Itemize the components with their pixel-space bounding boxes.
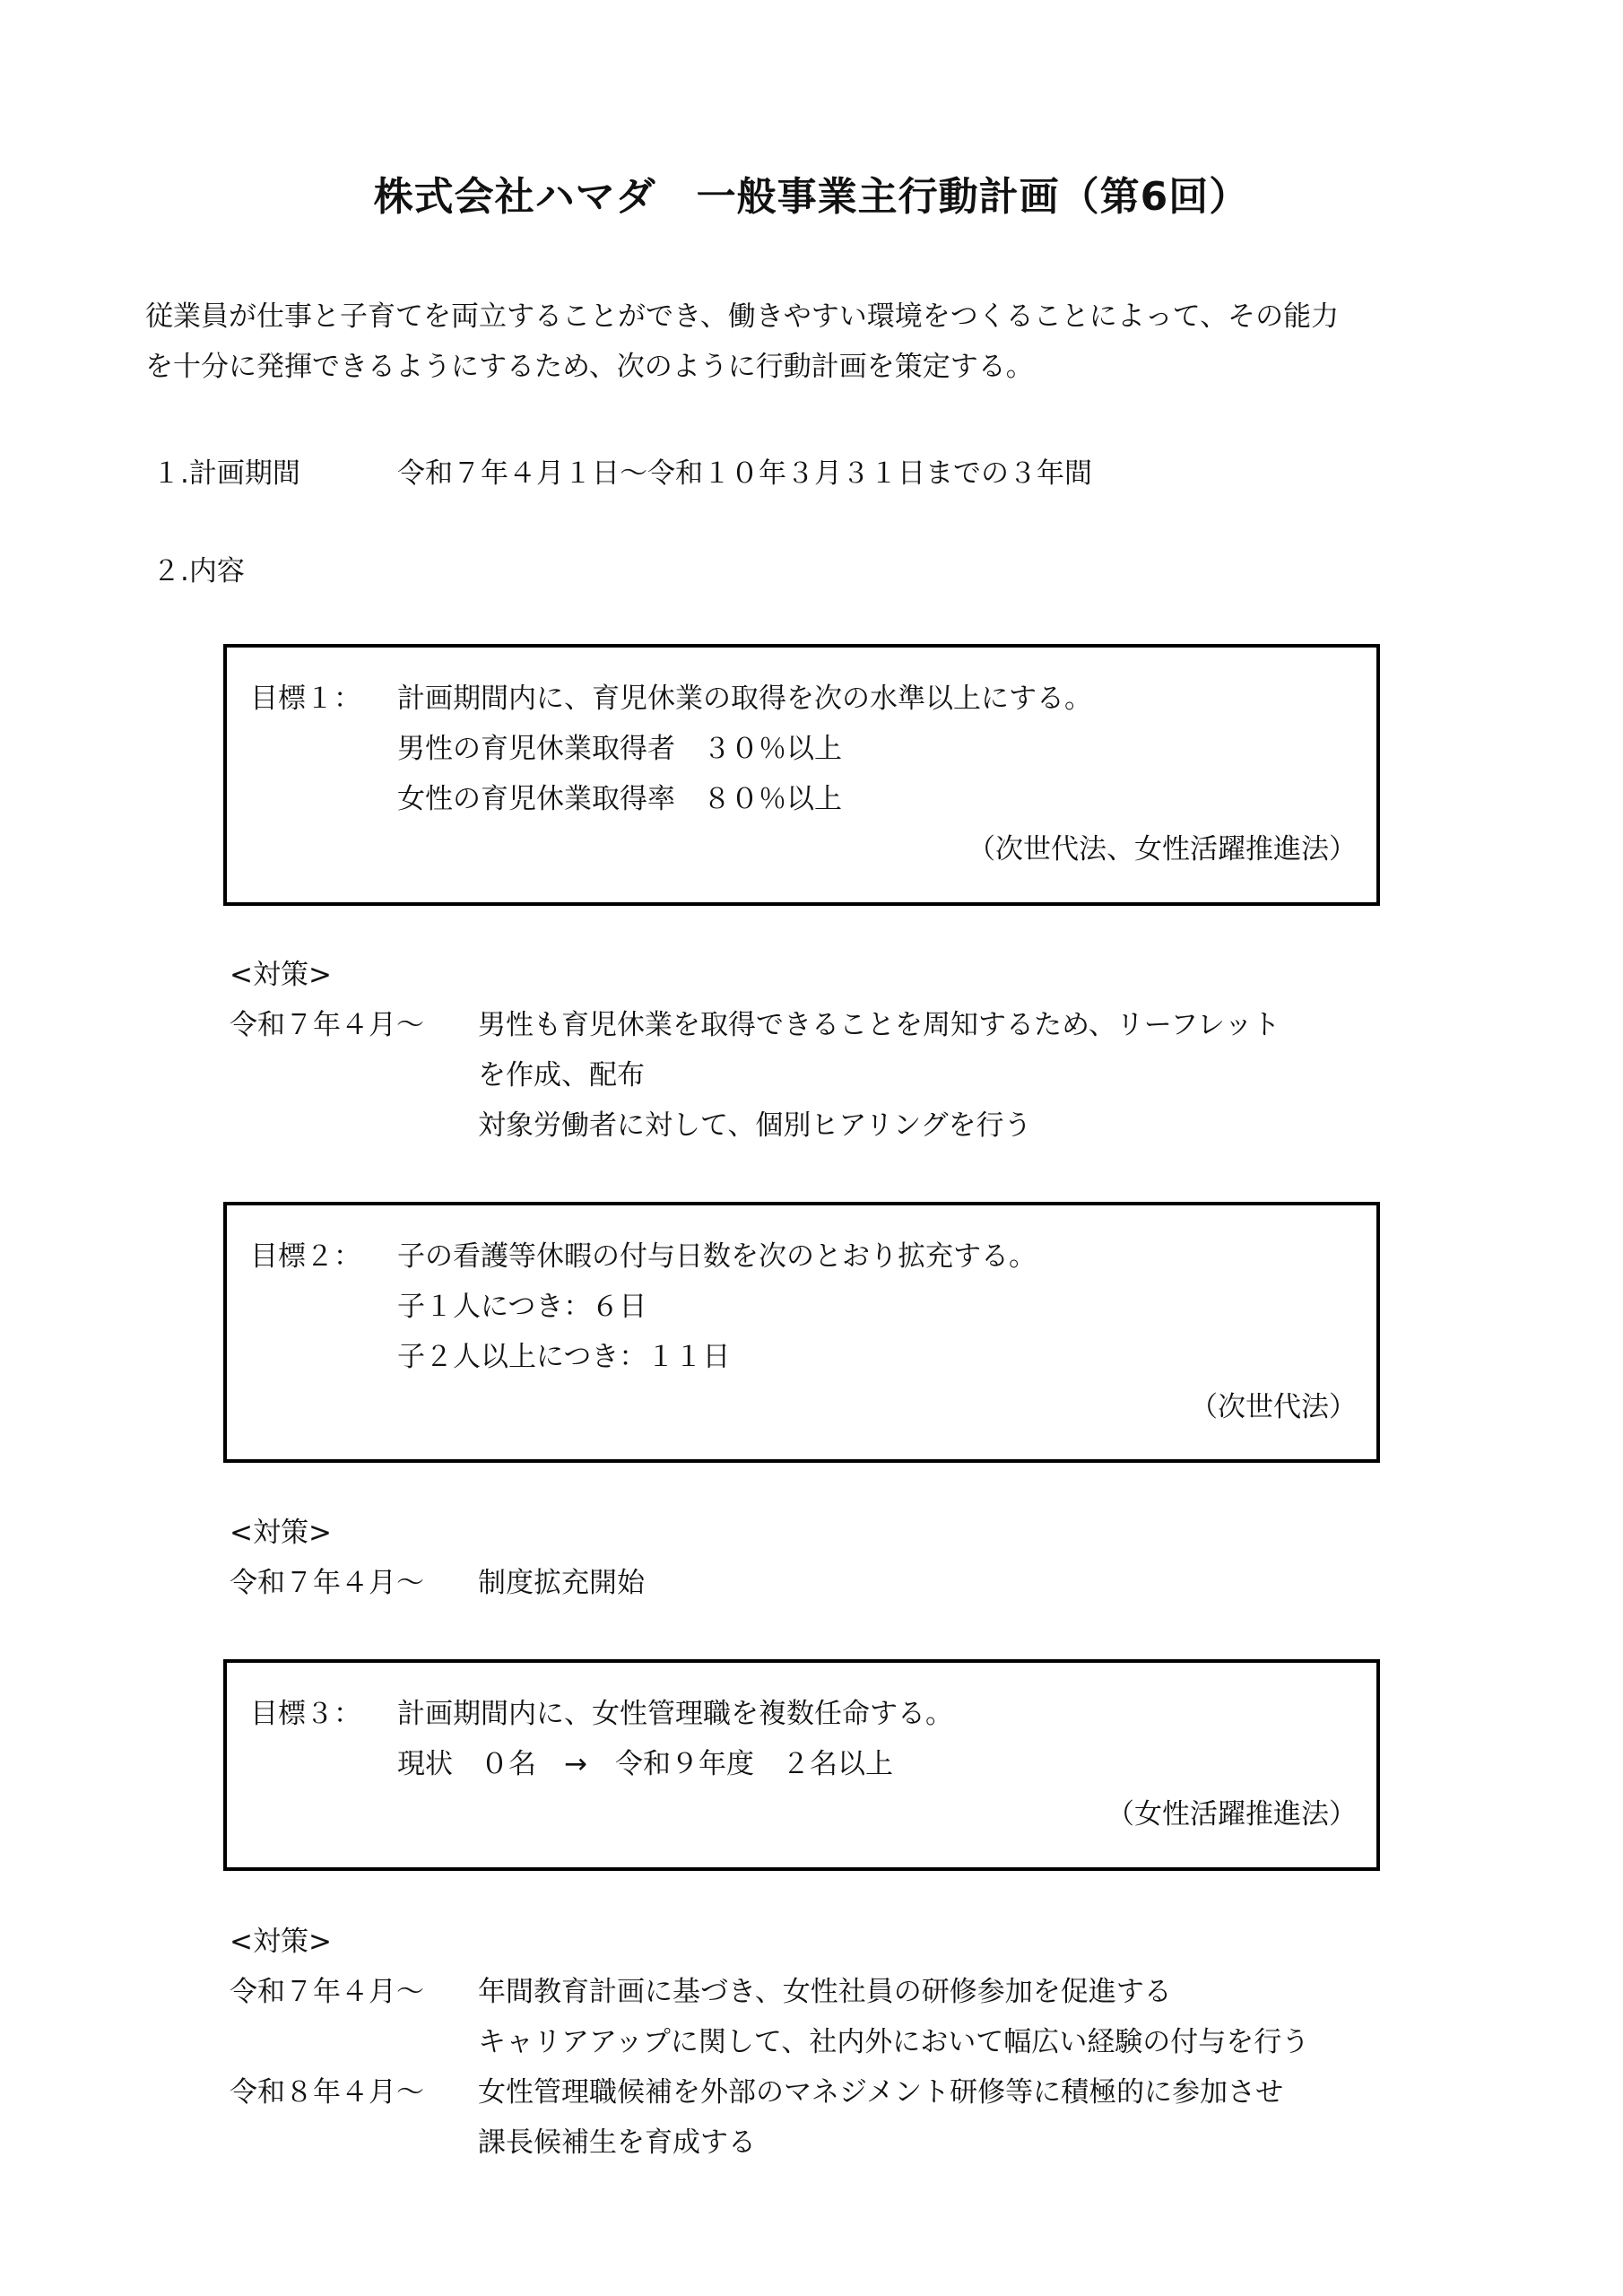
goal-3-box <box>223 1659 1380 1871</box>
document-title: 株式会社ハマダ 一般事業主行動計画（第6回） <box>373 174 1250 220</box>
goal-1-label: 目標１： <box>250 683 361 715</box>
goal-1-measure-1-line-1: 男性も育児休業を取得できることを周知するため、リーフレット <box>478 1009 1280 1041</box>
section-content-label: ２.内容 <box>152 555 245 587</box>
section-plan-period-label: １.計画期間 <box>152 457 300 490</box>
goal-1-box <box>223 644 1380 906</box>
goal-1-measures-heading: <対策> <box>230 959 332 991</box>
goal-3-line-2: 現状 ０名 → 令和９年度 ２名以上 <box>397 1748 893 1780</box>
goal-3-measure-1-line-1: 年間教育計画に基づき、女性社員の研修参加を促進する <box>478 1976 1172 2008</box>
goal-1-line-3: 女性の育児休業取得率 ８０％以上 <box>397 783 842 815</box>
goal-2-line-2: 子１人につき：６日 <box>397 1291 647 1323</box>
goal-2-box <box>223 1202 1380 1463</box>
goal-3-law-reference: （女性活躍推進法） <box>1107 1798 1357 1831</box>
intro-line-1: 従業員が仕事と子育てを両立することができ、働きやすい環境をつくることによって、その能力 <box>145 300 1340 333</box>
goal-3-measure-2-line-1: 女性管理職候補を外部のマネジメント研修等に積極的に参加させ <box>478 2076 1284 2109</box>
goal-2-measures-heading: <対策> <box>230 1517 332 1549</box>
goal-3-line-1: 計画期間内に、女性管理職を複数任命する。 <box>397 1698 953 1730</box>
goal-3-measures-heading: <対策> <box>230 1926 332 1958</box>
goal-1-line-1: 計画期間内に、育児休業の取得を次の水準以上にする。 <box>397 683 1092 715</box>
goal-2-law-reference: （次世代法） <box>1190 1391 1357 1423</box>
section-plan-period-value: 令和７年４月１日～令和１０年３月３１日までの３年間 <box>397 457 1092 490</box>
goal-3-measure-1-date: 令和７年４月～ <box>230 1976 424 2008</box>
goal-2-measure-1-line-1: 制度拡充開始 <box>478 1567 645 1599</box>
goal-3-measure-1-line-2: キャリアアップに関して、社内外において幅広い経験の付与を行う <box>478 2026 1310 2058</box>
goal-2-measure-1-date: 令和７年４月～ <box>230 1567 424 1599</box>
goal-1-line-2: 男性の育児休業取得者 ３０％以上 <box>397 733 842 765</box>
goal-1-measure-1-line-3: 対象労働者に対して、個別ヒアリングを行う <box>478 1109 1032 1142</box>
goal-1-measure-1-date: 令和７年４月～ <box>230 1009 424 1041</box>
intro-line-2: を十分に発揮できるようにするため、次のように行動計画を策定する。 <box>145 351 1034 383</box>
goal-2-line-3: 子２人以上につき：１１日 <box>397 1341 731 1373</box>
goal-3-measure-2-line-2: 課長候補生を育成する <box>478 2126 756 2159</box>
goal-2-line-1: 子の看護等休暇の付与日数を次のとおり拡充する。 <box>397 1240 1037 1273</box>
goal-3-label: 目標３： <box>250 1698 361 1730</box>
goal-1-measure-1-line-2: を作成、配布 <box>478 1059 645 1091</box>
goal-3-measure-2-date: 令和８年４月～ <box>230 2076 424 2109</box>
goal-1-law-reference: （次世代法、女性活躍推進法） <box>968 833 1357 865</box>
goal-2-label: 目標２： <box>250 1240 361 1273</box>
